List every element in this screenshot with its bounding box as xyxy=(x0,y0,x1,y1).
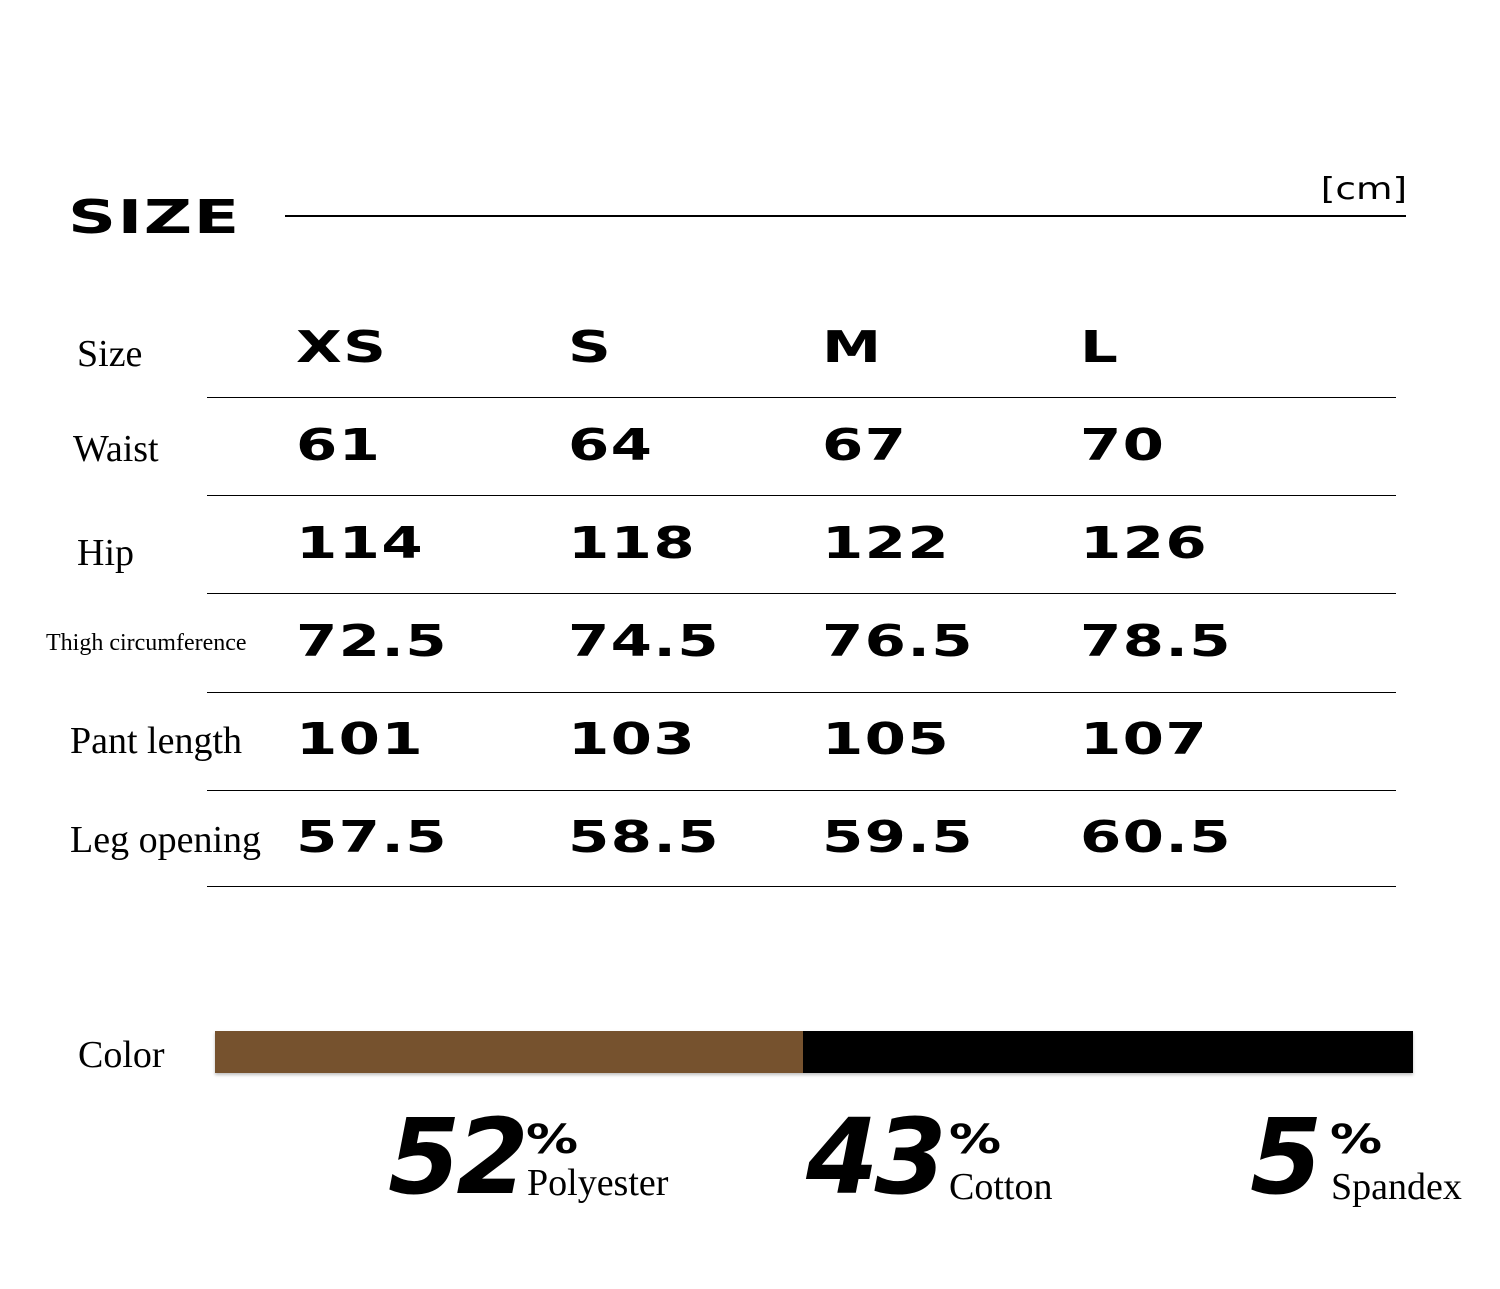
composition-percent: 5 xyxy=(1250,1096,1319,1218)
thigh-cell-xs: 72.5 xyxy=(296,616,448,667)
color-swatch-brown xyxy=(215,1031,803,1073)
table-row-divider xyxy=(207,397,1396,398)
hip-cell-m: 122 xyxy=(822,518,951,569)
color-swatch-black xyxy=(803,1031,1413,1073)
composition-percent: 52 xyxy=(388,1096,525,1218)
pant-length-cell-s: 103 xyxy=(568,714,697,765)
percent-sign: % xyxy=(949,1117,1002,1163)
table-row-divider xyxy=(207,495,1396,496)
composition-material: Spandex xyxy=(1331,1166,1462,1208)
composition-material: Cotton xyxy=(949,1166,1053,1208)
row-label-size: Size xyxy=(77,333,143,375)
leg-opening-cell-l: 60.5 xyxy=(1080,812,1232,863)
hip-cell-s: 118 xyxy=(568,518,697,569)
leg-opening-cell-m: 59.5 xyxy=(822,812,974,863)
table-row-divider xyxy=(207,593,1396,594)
table-row-divider xyxy=(207,692,1396,693)
waist-cell-xs: 61 xyxy=(296,420,382,471)
waist-cell-m: 67 xyxy=(822,420,908,471)
percent-sign: % xyxy=(1330,1117,1383,1163)
leg-opening-cell-s: 58.5 xyxy=(568,812,720,863)
leg-opening-cell-xs: 57.5 xyxy=(296,812,448,863)
composition-percent: 43 xyxy=(806,1096,943,1218)
waist-cell-l: 70 xyxy=(1080,420,1166,471)
page-title: SIZE xyxy=(68,190,241,244)
color-bar xyxy=(215,1031,1413,1073)
thigh-cell-m: 76.5 xyxy=(822,616,974,667)
thigh-cell-l: 78.5 xyxy=(1080,616,1232,667)
unit-label: [cm] xyxy=(1320,172,1407,207)
size-cell-s: S xyxy=(568,322,613,373)
pant-length-cell-m: 105 xyxy=(822,714,951,765)
waist-cell-s: 64 xyxy=(568,420,654,471)
header-divider xyxy=(285,215,1406,217)
color-label: Color xyxy=(78,1034,165,1076)
row-label-pant-length: Pant length xyxy=(70,720,243,762)
row-label-hip: Hip xyxy=(77,532,134,574)
row-label-leg-opening: Leg opening xyxy=(70,819,262,861)
composition-material: Polyester xyxy=(527,1162,669,1204)
size-cell-m: M xyxy=(822,322,883,373)
row-label-thigh-circumference: Thigh circumference xyxy=(46,630,247,656)
table-row-divider xyxy=(207,886,1396,887)
hip-cell-xs: 114 xyxy=(296,518,425,569)
size-cell-xs: XS xyxy=(296,322,388,373)
thigh-cell-s: 74.5 xyxy=(568,616,720,667)
pant-length-cell-l: 107 xyxy=(1080,714,1209,765)
hip-cell-l: 126 xyxy=(1080,518,1209,569)
row-label-waist: Waist xyxy=(73,428,159,470)
pant-length-cell-xs: 101 xyxy=(296,714,425,765)
percent-sign: % xyxy=(526,1117,579,1163)
size-cell-l: L xyxy=(1080,322,1120,373)
table-row-divider xyxy=(207,790,1396,791)
